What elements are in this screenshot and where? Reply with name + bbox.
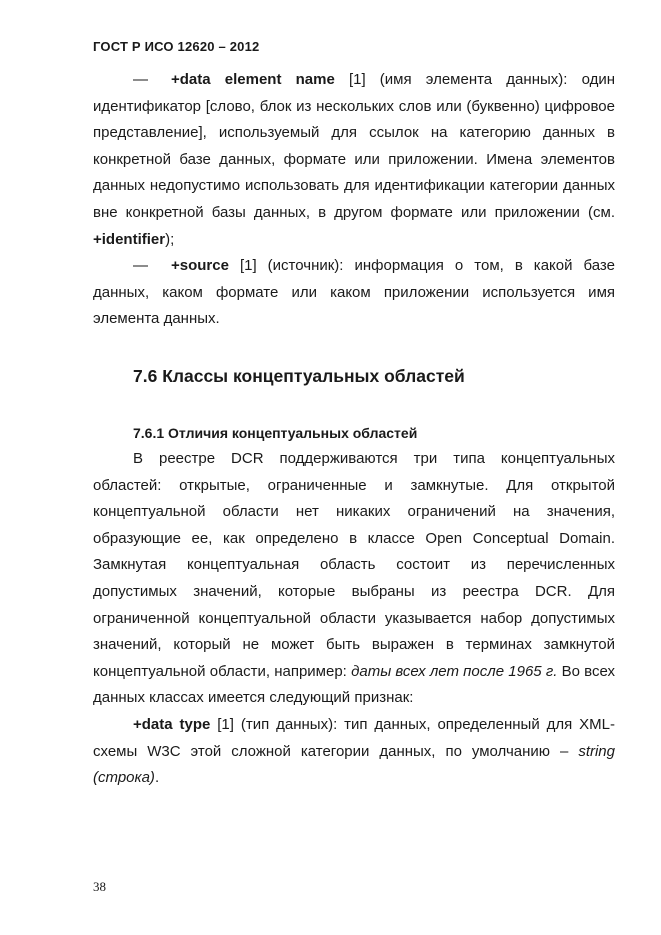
definition-source: [93, 253, 615, 333]
paragraph-domain-types: [93, 446, 615, 712]
section-heading: 7.6 Классы концептуальных областей: [133, 366, 465, 386]
document-header: ГОСТ Р ИСО 12620 – 2012: [93, 39, 260, 54]
default-value: string (строка): [93, 742, 615, 787]
example-text: даты всех лет после 1965 г.: [351, 662, 558, 680]
subsection-heading: 7.6.1 Отличия концептуальных областей: [133, 425, 418, 441]
page-number: 38: [93, 879, 106, 894]
paragraph-text-end: Во всех данных классах имеется следующий признак:: [93, 662, 615, 707]
definition-text-end: );: [165, 230, 175, 248]
ref-identifier: +identifier: [93, 230, 166, 248]
paragraph-text: В реестре DCR поддерживаются три типа концептуальных областей: открытые, ограниченные и замкнутые. Для открытой концептуальной области нет никаких ограничений на значения, образующие ее, как определено в классе Open Conceptual Domain. Замкнутая концептуальная область состоит из перечисленных допустимых значений, которые выбраны из реестра DCR. Для ограниченной концептуальной области указывается набор допустимых значений, который не может быть выражен в терминах замкнутой концептуальной области, например:: [93, 450, 615, 680]
list-dash: —: [133, 71, 148, 88]
term-data-element-name: +data element name: [171, 71, 335, 88]
paragraph-data-type: [93, 712, 615, 792]
term-data-type: +data type: [133, 715, 211, 733]
term-source: +source: [171, 257, 229, 275]
conceptual-domains-block: [93, 446, 615, 792]
definitions-block: [93, 67, 615, 333]
definition-text: [1] (источник): информация о том, в какой базе данных, каком формате или каком приложении используется имя элемента данных.: [93, 257, 615, 328]
list-dash: —: [133, 257, 148, 275]
paragraph-text: [1] (тип данных): тип данных, определенный для XML-схемы W3C этой сложной категории данных, по умолчанию –: [93, 715, 615, 760]
paragraph-text-end: .: [154, 769, 160, 787]
definition-data-element-name: [93, 67, 615, 253]
definition-text: [1] (имя элемента данных): один идентификатор [слово, блок из нескольких слов или (буквенно) цифровое представление], используемый для ссылок на категорию данных в конкретной базе данных, формате или приложении. Имена элементов данных недопустимо использовать для идентификации категории данных вне конкретной базы данных, в другом формате или приложении (см.: [93, 71, 615, 221]
